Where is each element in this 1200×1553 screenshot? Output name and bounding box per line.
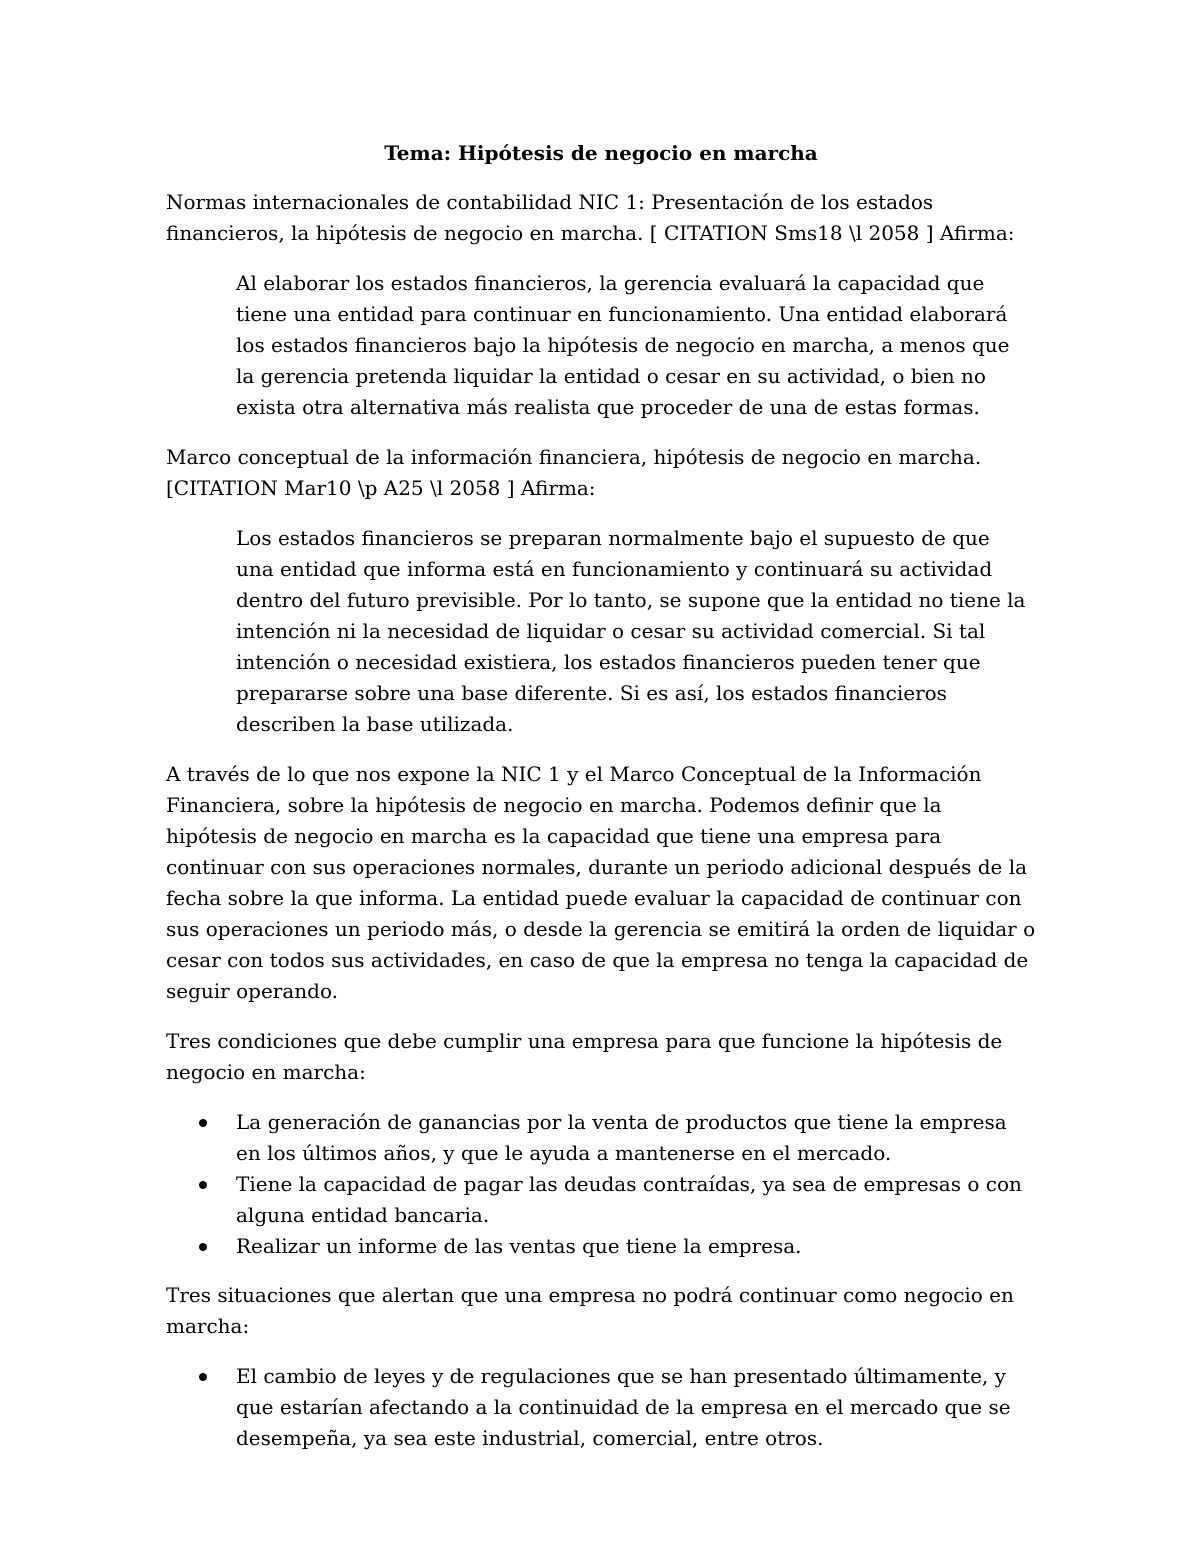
paragraph-situations-intro: Tres situaciones que alertan que una empresa no podrá continuar como negocio en marcha: [166, 1283, 1014, 1338]
paragraph-conditions-intro: Tres condiciones que debe cumplir una empresa para que funcione la hipótesis de negocio en marcha: [166, 1029, 1003, 1084]
list-item-text: Tiene la capacidad de pagar las deudas contraídas, ya sea de empresas o con alguna entidad bancaria. [236, 1172, 1022, 1227]
block-quote-marco-conceptual: Los estados financieros se preparan normalmente bajo el supuesto de que una entidad que informa está en funcionamiento y continuará su actividad dentro del futuro previsible. Por lo tanto, se supone que la entidad no tiene la intención ni la necesidad de liquidar o cesar su actividad comercial. Si tal intención o necesidad existiera, los estados financieros pueden tener que prepararse sobre una base diferente. Si es así, los estados financieros describen la base utilizada. [236, 526, 1026, 736]
bullet-icon [199, 1243, 207, 1251]
document-title: Tema: Hipótesis de negocio en marcha [384, 141, 818, 165]
block-quote-nic1: Al elaborar los estados financieros, la gerencia evaluará la capacidad que tiene una entidad para continuar en funcionamiento. Una entidad elaborará los estados financieros bajo la hipótesis de negocio en marcha, a menos que la gerencia pretenda liquidar la entidad o cesar en su actividad, o bien no exista otra alternativa más realista que proceder de una de estas formas. [236, 271, 1010, 419]
bullet-icon [199, 1119, 207, 1127]
list-item-text: El cambio de leyes y de regulaciones que se han presentado últimamente, y que estarían afectando a la continuidad de la empresa en el mercado que se desempeña, ya sea este industrial, comercial, entre otros. [236, 1364, 1011, 1450]
list-item-text: Realizar un informe de las ventas que tiene la empresa. [236, 1234, 802, 1258]
list-item [166, 1361, 1036, 1454]
bullet-icon [199, 1373, 207, 1381]
list-item-text: La generación de ganancias por la venta de productos que tiene la empresa en los últimos años, y que le ayuda a mantenerse en el mercado. [236, 1110, 1007, 1165]
list-item [166, 1169, 1036, 1231]
situations-list [166, 1361, 1036, 1454]
list-item [166, 1231, 1036, 1262]
conditions-list [166, 1107, 1036, 1262]
paragraph-definition: A través de lo que nos expone la NIC 1 y el Marco Conceptual de la Información Financiera, sobre la hipótesis de negocio en marcha. Podemos definir que la hipótesis de negocio en marcha es la capacidad que tiene una empresa para continuar con sus operaciones normales, durante un periodo adicional después de la fecha sobre la que informa. La entidad puede evaluar la capacidad de continuar con sus operaciones un periodo más, o desde la gerencia se emitirá la orden de liquidar o cesar con todos sus actividades, en caso de que la empresa no tenga la capacidad de seguir operando. [166, 762, 1036, 1003]
bullet-icon [199, 1181, 207, 1189]
document-body [166, 138, 1036, 1472]
list-item [166, 1107, 1036, 1169]
paragraph-nic1-intro: Normas internacionales de contabilidad NIC 1: Presentación de los estados financieros, la hipótesis de negocio en marcha. [ CITATION Sms18 \l 2058 ] Afirma: [166, 190, 1015, 245]
paragraph-marco-conceptual-intro: Marco conceptual de la información financiera, hipótesis de negocio en marcha. [CITATION Mar10 \p A25 \l 2058 ] Afirma: [166, 445, 982, 500]
